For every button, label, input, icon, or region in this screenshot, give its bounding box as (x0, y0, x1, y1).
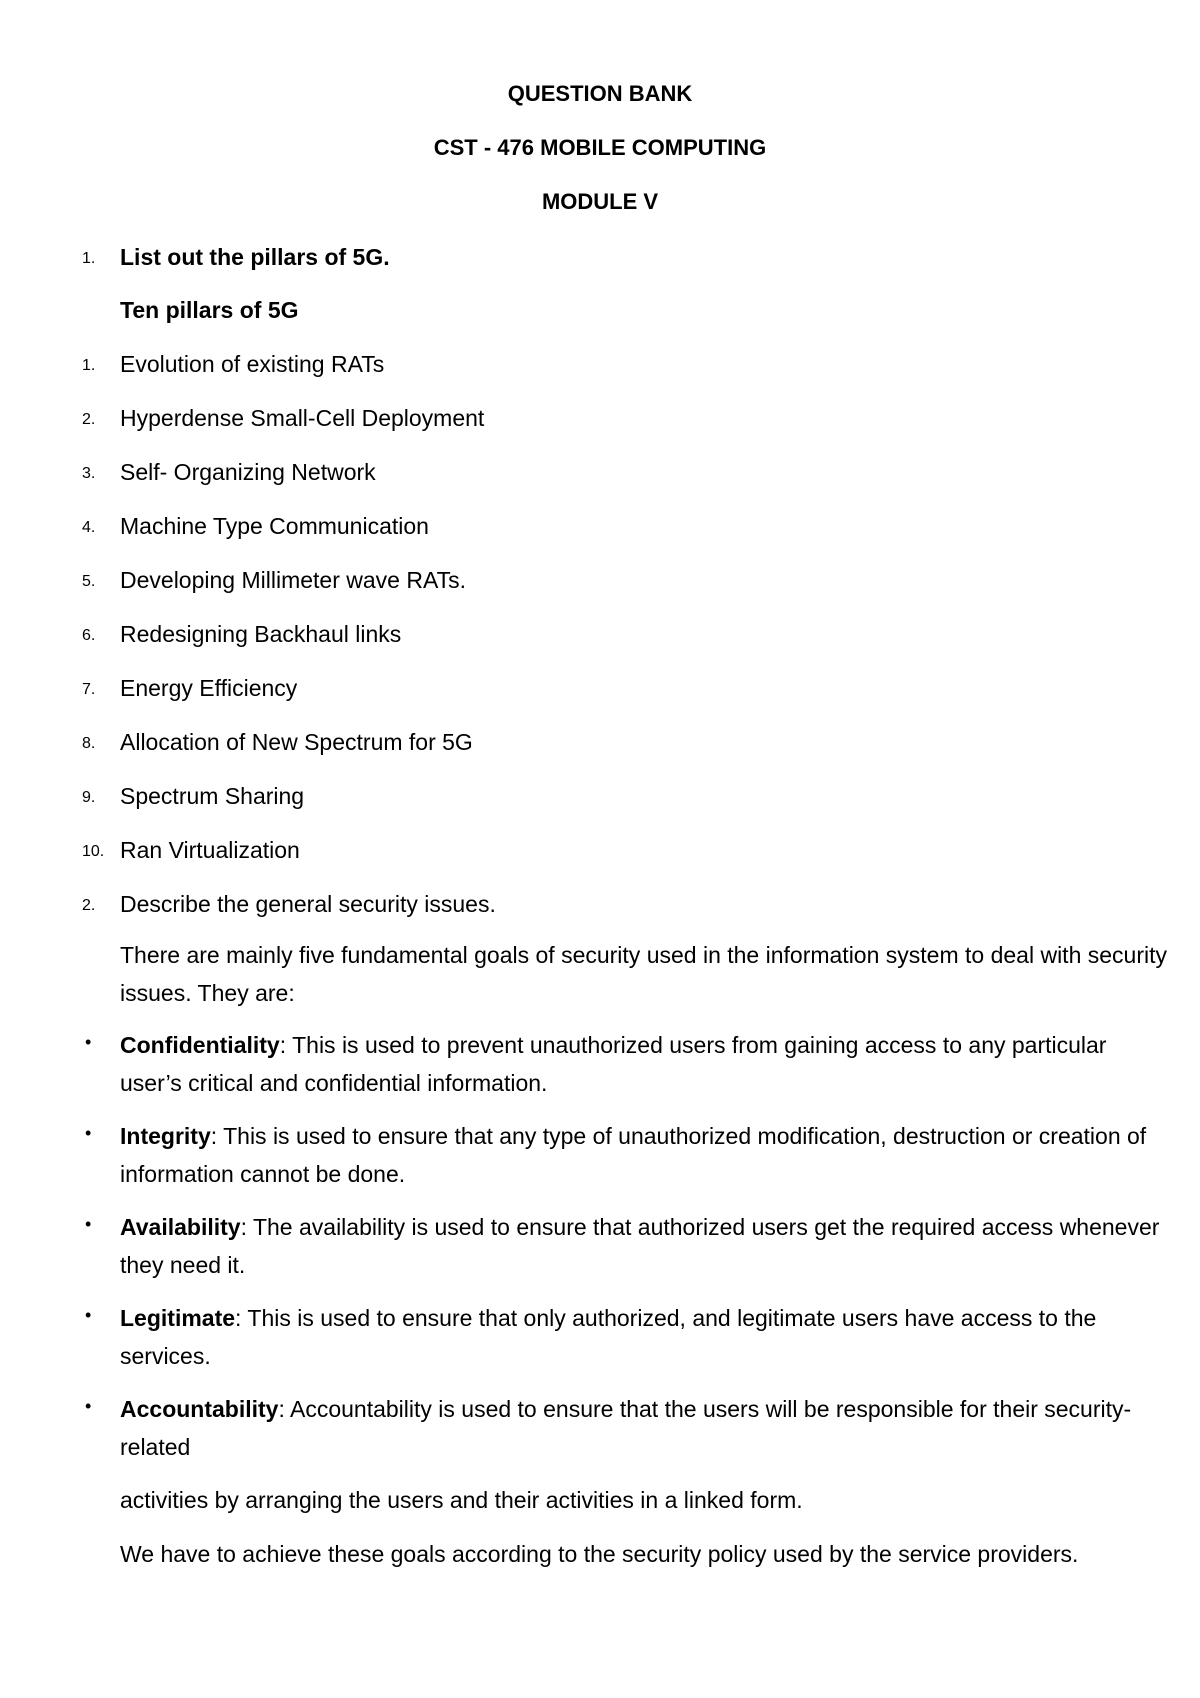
bullet-icon: • (85, 1123, 92, 1143)
bullet-icon: • (85, 1032, 92, 1052)
document-title: QUESTION BANK (507, 81, 693, 106)
pillar-number: 2. (82, 411, 96, 428)
bullet-icon: • (85, 1214, 92, 1234)
module-title: MODULE V (541, 189, 659, 214)
security-goal-item (120, 1117, 1170, 1193)
pillar-item: Ran Virtualization (120, 837, 300, 863)
pillar-item: Developing Millimeter wave RATs. (120, 567, 466, 593)
security-intro-paragraph: There are mainly five fundamental goals of security used in the information system to deal with security issues. They are: (120, 942, 1167, 1006)
goal-term: Confidentiality (120, 1032, 280, 1058)
pillar-item: Self- Organizing Network (120, 459, 376, 485)
pillar-number: 5. (82, 573, 96, 590)
pillar-number: 3. (82, 465, 96, 482)
pillar-number: 10. (82, 843, 105, 860)
pillar-item: Machine Type Communication (120, 513, 429, 539)
pillar-number: 9. (82, 789, 96, 806)
bullet-icon: • (85, 1396, 92, 1416)
security-goal-item (120, 1026, 1170, 1102)
pillar-number: 1. (82, 357, 96, 374)
pillar-number: 8. (82, 735, 96, 752)
pillar-number: 4. (82, 519, 96, 536)
goal-term: Integrity (120, 1123, 211, 1149)
goal-description: : Accountability is used to ensure that the users will be responsible for their security-related (120, 1396, 1132, 1460)
question-2-number: 2. (82, 897, 96, 914)
goal-term: Availability (120, 1214, 241, 1240)
pillar-item: Spectrum Sharing (120, 783, 305, 809)
pillar-item: Allocation of New Spectrum for 5G (120, 729, 473, 755)
goal-description: : This is used to ensure that only authorized, and legitimate users have access to the services. (120, 1305, 1097, 1369)
security-goal-item (120, 1208, 1170, 1284)
pillar-item: Evolution of existing RATs (120, 351, 385, 377)
question-1-number: 1. (82, 250, 96, 267)
pillar-number: 6. (82, 627, 96, 644)
course-title: CST - 476 MOBILE COMPUTING (433, 135, 767, 160)
pillar-number: 7. (82, 681, 96, 698)
goal-description: : This is used to ensure that any type of unauthorized modification, destruction or creation of information cannot be done. (120, 1123, 1147, 1187)
pillar-item: Redesigning Backhaul links (120, 621, 402, 647)
pillar-item: Energy Efficiency (120, 675, 298, 701)
goal-description: : This is used to prevent unauthorized users from gaining access to any particular user’s critical and confidential information. (120, 1032, 1107, 1096)
goal-term: Legitimate (120, 1305, 236, 1331)
security-goal-item (120, 1390, 1170, 1466)
pillar-item: Hyperdense Small-Cell Deployment (120, 405, 485, 431)
bullet-icon: • (85, 1305, 92, 1325)
question-1-text: List out the pillars of 5G. (120, 244, 390, 270)
question-1-subheading: Ten pillars of 5G (120, 297, 299, 323)
goal-term: Accountability (120, 1396, 279, 1422)
goal-description: : The availability is used to ensure that authorized users get the required access whenever they need it. (120, 1214, 1160, 1278)
security-goal-item (120, 1299, 1170, 1375)
continuation-paragraph: activities by arranging the users and their activities in a linked form. (120, 1487, 803, 1513)
question-2-text: Describe the general security issues. (120, 891, 496, 917)
conclusion-paragraph: We have to achieve these goals according to the security policy used by the service providers. (120, 1541, 1079, 1567)
